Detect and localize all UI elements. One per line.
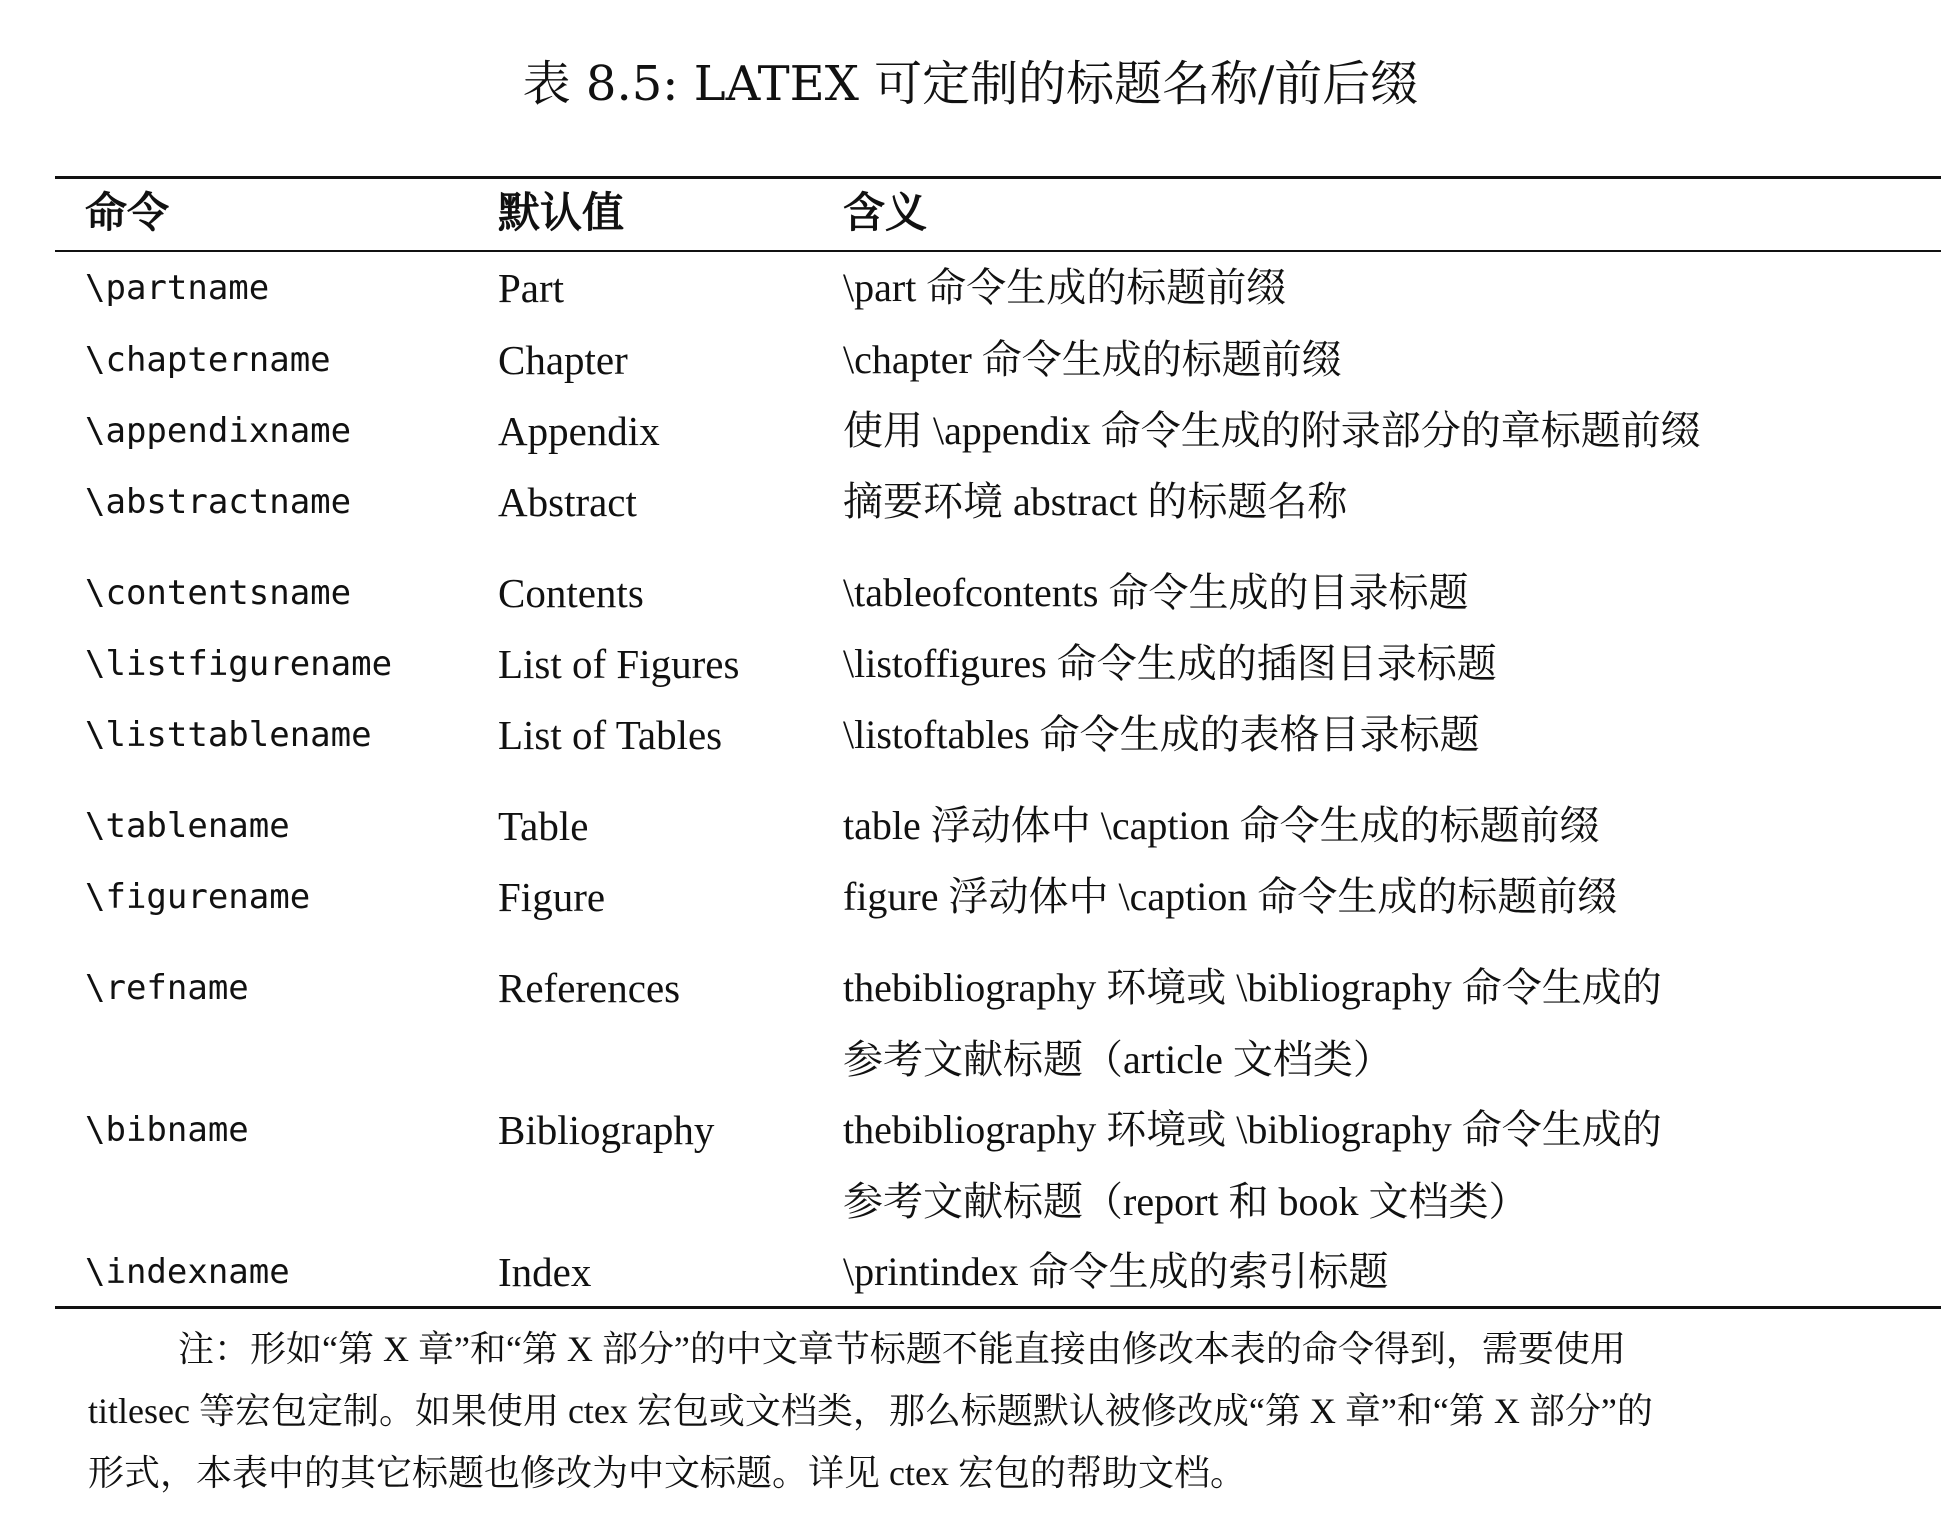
default-cell: References [498,965,681,1011]
meaning-cell: thebibliography 环境或 \bibliography 命令生成的 参考文献标题（article 文档类） [843,965,1662,1082]
meaning-cell: thebibliography 环境或 \bibliography 命令生成的 参考文献标题（report 和 book 文档类） [843,1107,1662,1224]
default-cell: Chapter [498,337,628,383]
meaning-cell: 摘要环境 abstract 的标题名称 [843,479,1348,524]
command-cell: \abstractname [85,482,352,522]
command-cell: \bibname [85,1110,249,1150]
meaning-cell: \listoftables 命令生成的表格目录标题 [843,712,1480,757]
command-cell: \partname [85,268,270,308]
command-cell: \figurename [85,877,311,917]
command-cell: \listtablename [85,715,372,755]
meaning-cell: table 浮动体中 \caption 命令生成的标题前缀 [843,803,1600,848]
table-caption [0,52,1941,116]
command-cell: \indexname [85,1252,290,1292]
default-cell: List of Figures [498,641,740,687]
default-cell: Part [498,265,565,311]
header-default: 默认值 [498,188,625,237]
command-cell: \tablename [85,806,290,846]
caption-title: 可定制的标题名称/前后缀 [874,56,1419,112]
note-line: 形式，本表中的其它标题也修改为中文标题。详见 ctex 宏包的帮助文档。 [88,1453,1246,1493]
note-line: 注：形如“第 X 章”和“第 X 部分”的中文章节标题不能直接由修改本表的命令得到，需要使用 [178,1329,1626,1369]
default-cell: Table [498,803,589,849]
default-cell: Appendix [498,408,660,454]
default-cell: Index [498,1249,592,1295]
command-cell: \chaptername [85,340,331,380]
default-cell: List of Tables [498,712,723,758]
command-cell: \contentsname [85,573,352,613]
header-command: 命令 [85,188,170,237]
default-cell: Figure [498,874,606,920]
latex-logo: LATEX [693,56,859,112]
note-line: titlesec 等宏包定制。如果使用 ctex 宏包或文档类，那么标题默认被修改成“第 X 章”和“第 X 部分”的 [88,1391,1653,1431]
top-rule [55,176,1941,179]
meaning-cell: \chapter 命令生成的标题前缀 [843,337,1342,382]
command-cell: \refname [85,968,249,1008]
command-cell: \listfigurename [85,644,393,684]
meaning-cell: figure 浮动体中 \caption 命令生成的标题前缀 [843,874,1618,919]
default-cell: Bibliography [498,1107,715,1153]
table-note [88,1318,1916,1504]
default-cell: Abstract [498,479,637,525]
meaning-cell: 使用 \appendix 命令生成的附录部分的章标题前缀 [843,408,1701,453]
meaning-cell: \tableofcontents 命令生成的目录标题 [843,570,1469,615]
caption-prefix: 表 8.5: [522,56,679,112]
meaning-cell: \part 命令生成的标题前缀 [843,265,1287,310]
default-cell: Contents [498,570,644,616]
meaning-cell: \listoffigures 命令生成的插图目录标题 [843,641,1497,686]
command-cell: \appendixname [85,411,352,451]
bottom-rule [55,1306,1941,1309]
header-meaning: 含义 [843,188,928,237]
meaning-cell: \printindex 命令生成的索引标题 [843,1249,1389,1294]
